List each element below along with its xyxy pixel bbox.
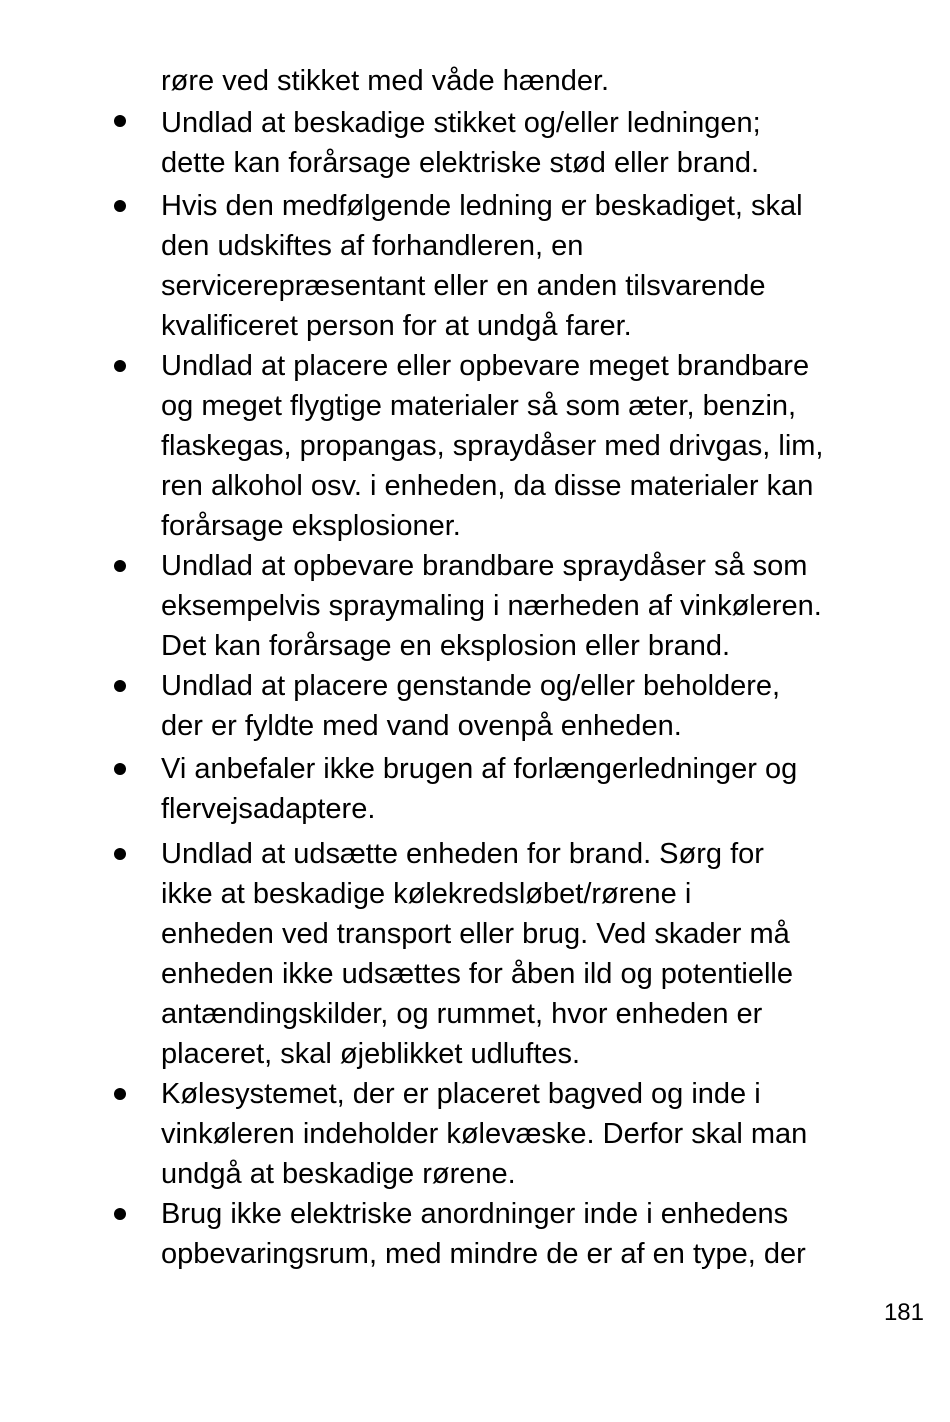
item-line: ikke at beskadige kølekredsløbet/rørene i: [161, 878, 692, 910]
bullet-icon: [114, 1208, 126, 1220]
item-line: Undlad at beskadige stikket og/eller ledningen;: [161, 107, 761, 139]
bullet-item: [161, 103, 950, 183]
item-line: kvalificeret person for at undgå farer.: [161, 310, 632, 342]
item-line: eksempelvis spraymaling i nærheden af vinkøleren.: [161, 590, 822, 622]
item-line: Det kan forårsage en eksplosion eller brand.: [161, 630, 731, 662]
item-line: der er fyldte med vand ovenpå enheden.: [161, 710, 682, 742]
item-line: antændingskilder, og rummet, hvor enheden er: [161, 998, 763, 1030]
item-line: placeret, skal øjeblikket udluftes.: [161, 1038, 581, 1070]
item-line: Undlad at udsætte enheden for brand. Sørg for: [161, 838, 764, 870]
item-line: undgå at beskadige rørene.: [161, 1158, 516, 1190]
item-line: enheden ved transport eller brug. Ved skader må: [161, 918, 790, 950]
bullet-item: [161, 546, 950, 666]
item-line: ren alkohol osv. i enheden, da disse materialer kan: [161, 470, 814, 502]
bullet-item: [161, 666, 950, 746]
bullet-icon: [114, 680, 126, 692]
item-line: servicerepræsentant eller en anden tilsvarende: [161, 270, 766, 302]
bullet-icon: [114, 560, 126, 572]
item-line: Undlad at placere eller opbevare meget brandbare: [161, 350, 810, 382]
item-line: Undlad at placere genstande og/eller beholdere,: [161, 670, 781, 702]
item-line: Brug ikke elektriske anordninger inde i enhedens: [161, 1198, 789, 1230]
item-line: og meget flygtige materialer så som æter, benzin,: [161, 390, 797, 422]
bullet-item: [161, 1074, 950, 1194]
page-number: 181: [883, 1299, 924, 1326]
page-content: [0, 61, 950, 1274]
bullet-icon: [114, 1088, 126, 1100]
bullet-icon: [114, 848, 126, 860]
item-line: Undlad at opbevare brandbare spraydåser så som: [161, 550, 808, 582]
item-line: vinkøleren indeholder kølevæske. Derfor skal man: [161, 1118, 808, 1150]
bullet-item: [161, 749, 950, 829]
item-line: Hvis den medfølgende ledning er beskadiget, skal: [161, 190, 803, 222]
bullet-item: [161, 834, 950, 1074]
bullet-item: [161, 346, 950, 546]
item-line: flervejsadaptere.: [161, 793, 376, 825]
item-line: Vi anbefaler ikke brugen af forlængerledninger og: [161, 753, 798, 785]
item-line: opbevaringsrum, med mindre de er af en type, der: [161, 1238, 806, 1270]
bullet-icon: [114, 115, 126, 127]
bullet-icon: [114, 200, 126, 212]
item-line: dette kan forårsage elektriske stød eller brand.: [161, 147, 760, 179]
item-line: flaskegas, propangas, spraydåser med drivgas, lim,: [161, 430, 824, 462]
bullet-icon: [114, 360, 126, 372]
item-line: forårsage eksplosioner.: [161, 510, 461, 542]
continued-text: røre ved stikket med våde hænder.: [161, 65, 610, 97]
item-line: den udskiftes af forhandleren, en: [161, 230, 584, 262]
item-line: enheden ikke udsættes for åben ild og potentielle: [161, 958, 793, 990]
bullet-icon: [114, 763, 126, 775]
bullet-item: [161, 186, 950, 346]
bullet-item: [161, 1194, 950, 1274]
item-line: Kølesystemet, der er placeret bagved og inde i: [161, 1078, 761, 1110]
